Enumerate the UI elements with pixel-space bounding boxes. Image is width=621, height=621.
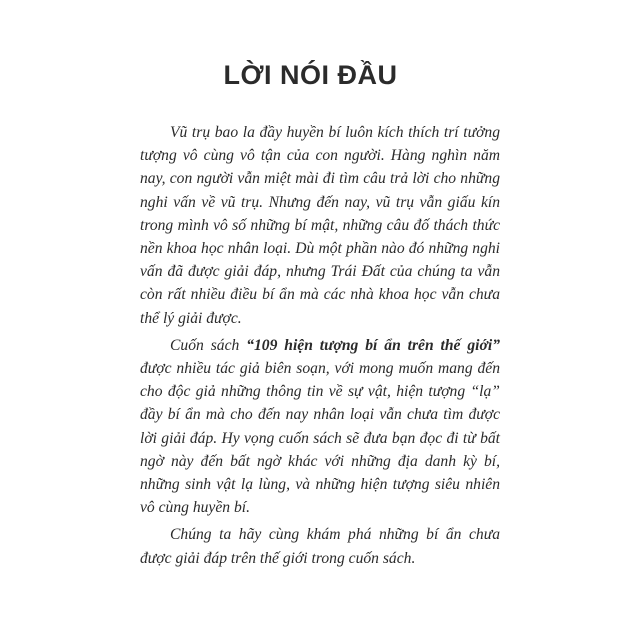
- paragraph-book-description-lead: Cuốn sách: [170, 336, 247, 354]
- preface-body: [140, 121, 500, 574]
- page-title: LỜI NÓI ĐẦU: [223, 60, 398, 90]
- book-title: “109 hiện tượng bí ẩn trên thế giới”: [246, 336, 501, 354]
- paragraph-book-description-rest: được nhiều tác giả biên soạn, với mong muốn mang đến cho độc giả những thông tin về sự vật, hiện tượng “lạ” đầy bí ẩn mà cho đến nay nhân loại vẫn chưa tìm được lời giải đáp. Hy vọng cuốn sách sẽ đưa bạn đọc đi từ bất ngờ này đến bất ngờ khác với những địa danh kỳ bí, những sinh vật lạ lùng, và những hiện tượng siêu nhiên vô cùng huyền bí.: [140, 360, 500, 517]
- paragraph-closing: Chúng ta hãy cùng khám phá những bí ẩn chưa được giải đáp trên thế giới trong cuốn sách.: [140, 526, 500, 567]
- paragraph-intro: Vũ trụ bao la đầy huyền bí luôn kích thích trí tưởng tượng vô cùng vô tận của con người. Hàng nghìn năm nay, con người vẫn miệt mài đi tìm câu trả lời cho những nghi vấn về vũ trụ. Nhưng đến nay, vũ trụ vẫn giấu kín trong mình vô số những bí mật, những câu đố thách thức nền khoa học nhân loại. Dù một phần nào đó những nghi vấn đã được giải đáp, nhưng Trái Đất của chúng ta vẫn còn rất nhiều điều bí ẩn mà các nhà khoa học vẫn chưa thể lý giải được.: [140, 124, 500, 327]
- paragraph-book-description: [140, 334, 500, 520]
